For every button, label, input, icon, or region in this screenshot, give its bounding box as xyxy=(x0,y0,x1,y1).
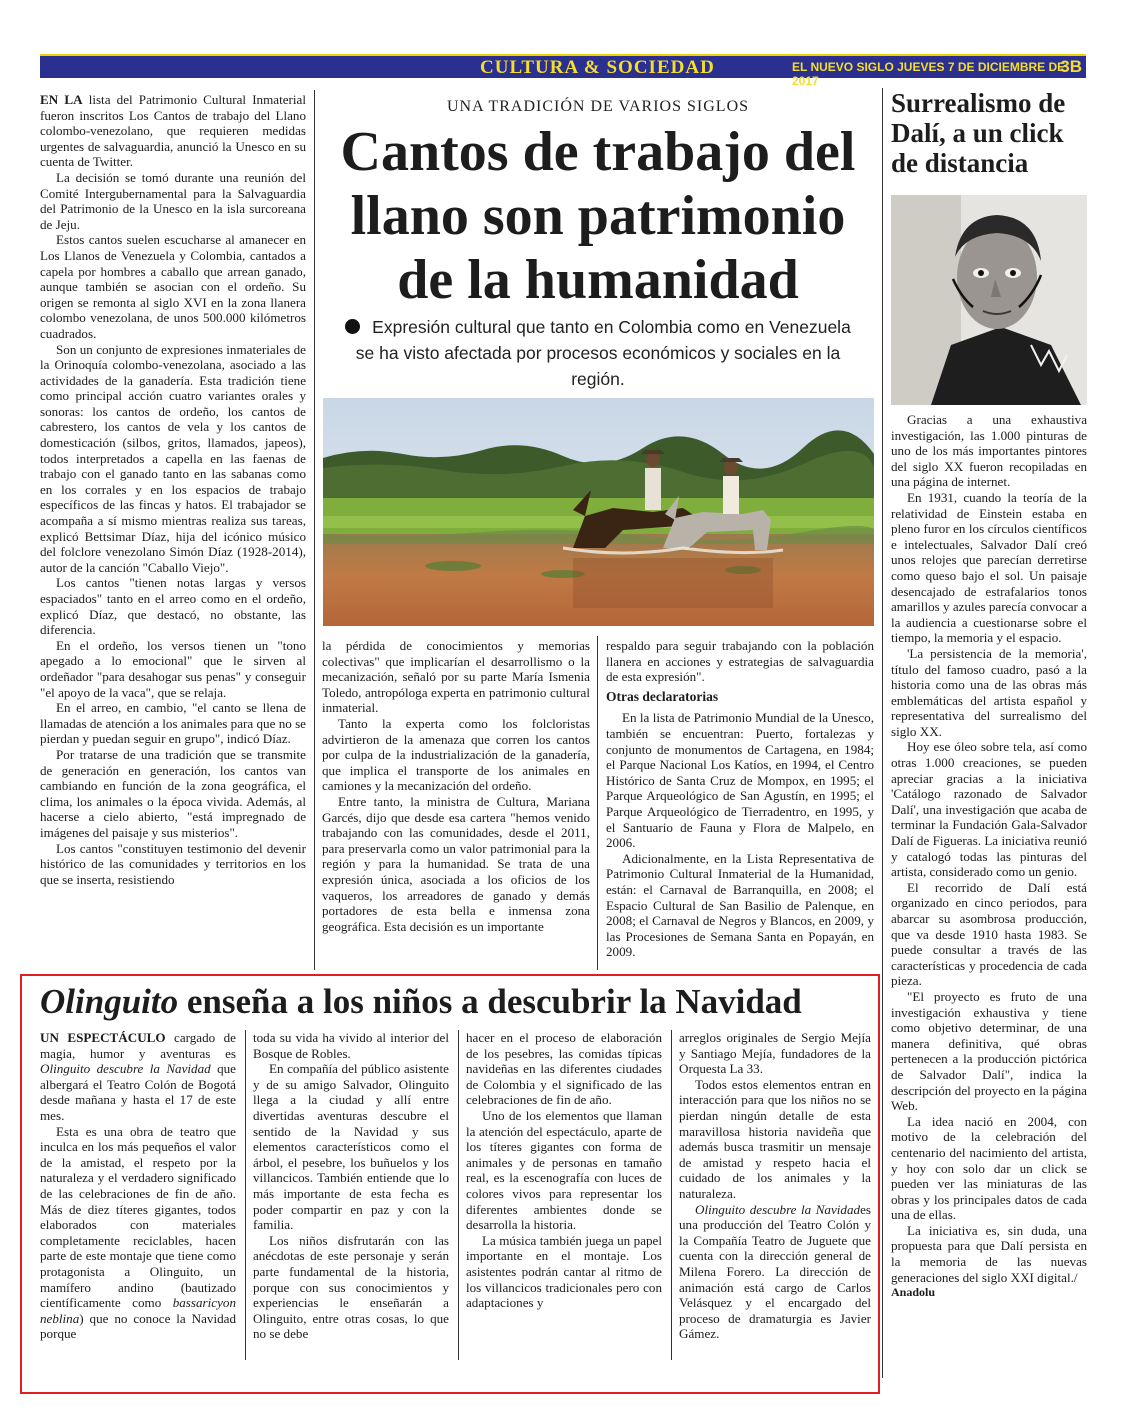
olinguito-paragraph: Esta es una obra de teatro que inculca en los más pequeños el valor de la amistad, el respeto por la naturaleza y el verdadero significado de las celebraciones de fin de año. Más de diez títeres gigantes, todos elaborados con materiales completamente reciclables, hacen parte de este montaje que tiene como protagonista a Olinguito, un mamífero andino (bautizado científicamente como bassaricyon neblina) que no conoce la Navidad porque xyxy=(40,1123,236,1342)
main-story-paragraph: Entre tanto, la ministra de Cultura, Mariana Garcés, dijo que desde esa cartera "hemos venido trabajando con las comunidades, desde el 2011, para preservarla como un valor patrimonial para la región y para la humanidad. Se trata de una expresión única, asociada a los oficios de los vaqueros, los arreadores de ganado y demás portadores de esta bella e inmensa zona geográfica. Esta decisión es un importante xyxy=(322,793,590,934)
main-story-paragraph: Los cantos "constituyen testimonio del devenir histórico de las comunidades y territorios en los que se inserta, resistiendo xyxy=(40,840,306,887)
olinguito-paragraph: arreglos originales de Sergio Mejía y Santiago Mejía, fundadores de la Orquesta La 33. xyxy=(679,1030,871,1077)
sidebar-paragraph: Gracias a una exhaustiva investigación, las 1.000 pinturas de uno de los más importantes pintores del siglo XX fueron recopiladas en una página de internet. xyxy=(891,412,1087,490)
sidebar-headline: Surrealismo de Dalí, a un click de distancia xyxy=(891,88,1066,178)
olinguito-paragraph: hacer en el proceso de elaboración de los pesebres, las comidas típicas navideñas en las diferentes ciudades de Colombia y el significado de las celebraciones de fin de año. xyxy=(466,1030,662,1108)
main-story-paragraph: La decisión se tomó durante una reunión del Comité Intergubernamental para la Salvaguardia del Patrimonio de la Unesco en la isla surcoreana de Jeju. xyxy=(40,169,306,232)
main-story-paragraph: Adicionalmente, en la Lista Representativa de Patrimonio Cultural Inmaterial de la Humanidad, están: el Carnaval de Barranquilla, en 2008; el Espacio Cultural de San Basilio de Palenque, en 2008; el Carnaval de Negros y Blancos, en 2009, y las Procesiones de Semana Santa en Popayán, en 2009. xyxy=(606,850,874,960)
dali-portrait-photo xyxy=(891,195,1087,405)
main-story-paragraph: Tanto la experta como los folcloristas advirtieron de la amenaza que corren los cantos por culpa de la industrialización de la ganadería, que implica el transporte de los animales en camiones y la mecanización del ordeño. xyxy=(322,715,590,794)
main-story-paragraph: Estos cantos suelen escucharse al amanecer en Los Llanos de Venezuela y Colombia, cantados a capela por hombres a caballo que arrean ganado, aunque también se asocian con el ordeño. Su origen se remonta al siglo XVI en la zona llanera colombo venezolana, de unos 500.000 kilómetros cuadrados. xyxy=(40,232,306,341)
olinguito-paragraph: Los niños disfrutarán con las anécdotas de este personaje y serán parte fundamental de la historia, porque con sus conocimientos y experiencias le enseñarán a Olinguito, entre otras cosas, lo que no se debe xyxy=(253,1232,449,1342)
page-number: 3B xyxy=(1060,57,1082,76)
bullet-icon xyxy=(345,319,360,334)
main-story-paragraph: Los cantos "tienen notas largas y versos espaciados" tanto en el arreo como en el ordeño, explicó Díaz, que destacó, no obstante, las diferencia. xyxy=(40,575,306,638)
main-story-column-1 xyxy=(40,92,306,968)
olinguito-paragraph: Uno de los elementos que llaman la atención del espectáculo, aparte de los títeres gigantes con forma de animales y de personas en tamaño real, es la escenografía con luces de colores vivos para representar los diferentes ambientes donde se desarrolla la historia. xyxy=(466,1107,662,1233)
olinguito-paragraph: UN ESPECTÁCULO cargado de magia, humor y aventuras es Olinguito descubre la Navidad que albergará el Teatro Colón de Bogotá desde mañana y hasta el 17 de este mes. xyxy=(40,1030,236,1123)
olinguito-headline: Olinguito enseña a los niños a descubrir la Navidad xyxy=(40,982,802,1021)
sidebar-paragraph: En 1931, cuando la teoría de la relatividad de Einstein estaba en pleno furor en los círculos científicos e intelectuales, Salvador Dalí creó unos relojes que parecían derretirse como queso bajo el sol. Un paisaje desencajado de estrafalarios tonos amarillos y azules parecía convocar a la audiencia a cuestionarse sobre el tiempo, la memoria y el espacio. xyxy=(891,489,1087,646)
olinguito-paragraph: toda su vida ha vivido al interior del Bosque de Robles. xyxy=(253,1030,449,1061)
lead-in: EN LA xyxy=(40,92,83,107)
main-story-paragraph: En el ordeño, los versos tienen un "tono apegado a lo emocional" que le sirven al ordeñador "para desahogar sus penas" y conseguir "el apoyo de la vaca", que se relaja. xyxy=(40,637,306,700)
olinguito-paragraph: Olinguito descubre la Navidades una producción del Teatro Colón y la Compañía Teatro de Juguete que cuenta con la dirección general de Milena Forero. La dirección de animación está cargo de Carlos Velásquez y el encargado del proceso de dramaturgia es Javier Gámez. xyxy=(679,1201,871,1342)
subhead: Otras declaratorias xyxy=(606,688,719,704)
main-story-paragraph: respaldo para seguir trabajando con la población llanera en acciones y estrategias de salvaguardia de esta expresión". xyxy=(606,638,874,685)
column-divider xyxy=(671,1030,672,1360)
olinguito-paragraph: La música también juega un papel importante en el montaje. Los asistentes podrán cantar al ritmo de los villancicos tradicionales pero con adaptaciones y xyxy=(466,1232,662,1311)
main-story-paragraph: EN LA lista del Patrimonio Cultural Inmaterial fueron inscritos Los Cantos de trabajo del Llano colombo-venezolano, que requieren medidas urgentes de salvaguardia, anunció la Unesco en su cuenta de Twitter. xyxy=(40,92,306,170)
olinguito-column-1 xyxy=(40,1030,236,1360)
section-header-bar xyxy=(40,54,1086,88)
column-divider xyxy=(314,90,315,970)
olinguito-paragraph: Todos estos elementos entran en interacción para que los niños no se pierdan ningún detalle de esta maravillosa historia navideña que además busca trasmitir un mensaje de amistad y respeto hacia el cuidado de los animales y la naturaleza. xyxy=(679,1076,871,1201)
column-divider xyxy=(458,1030,459,1360)
olinguito-column-4 xyxy=(679,1030,871,1360)
main-story-paragraph: En el arreo, en cambio, "el canto se llena de llamadas de atención a los animales para que no se pierdan y puedan seguir en grupo", indicó Díaz. xyxy=(40,700,306,747)
sidebar-paragraph: La idea nació en 2004, con motivo de la celebración del centenario del nacimiento del artista, y hoy con solo dar un click se pueden ver las miniaturas de las obras y los principales datos de cada una de ellas. xyxy=(891,1113,1087,1223)
main-story-paragraph: En la lista de Patrimonio Mundial de la Unesco, también se encuentran: Puerto, fortalezas y conjunto de monumentos de Cartagena, en 1984; el Parque Nacional Los Katíos, en 1994, el Centro Histórico de Santa Cruz de Mompox, en 1995; el Parque Arqueológico de San Agustín, en 1995; el Parque Arqueológico de Tierradentro, en 1995, y el Santuario de Fauna y Flora de Malpelo, en 2006. xyxy=(606,710,874,851)
olinguito-paragraph: En compañía del público asistente y de su amigo Salvador, Olinguito llega a la ciudad y allí entre divertidas aventuras descubre el sentido de la Navidad y sus elementos característicos como el árbol, el pesebre, los buñuelos y los villancicos. También entiende que lo más importante de esta fecha es poder compartir en paz y con la familia. xyxy=(253,1061,449,1233)
column-divider xyxy=(597,636,598,970)
main-story-column-3 xyxy=(606,638,874,968)
summary: Expresión cultural que tanto en Colombia como en Venezuela se ha visto afectada por procesos económicos y sociales en la región. xyxy=(340,314,856,392)
olinguito-column-3 xyxy=(466,1030,662,1360)
lead-in: UN ESPECTÁCULO xyxy=(40,1030,166,1045)
sidebar-column xyxy=(891,412,1087,1372)
llano-horsemen-photo xyxy=(323,398,874,626)
byline-credit: Anadolu xyxy=(891,1285,936,1300)
main-story-paragraph: Por tratarse de una tradición que se transmite de generación en generación, los cantos van cambiando en función de la zona geográfica, el clima, los animales o la época vivida. Además, al hacerse a cielo abierto, "está impregnado de imágenes del paisaje y sus misterios". xyxy=(40,746,306,840)
sidebar-paragraph: La iniciativa es, sin duda, una propuesta para que Dalí persista en la memoria de las nuevas generaciones del siglo XXI digital./ xyxy=(891,1222,1087,1285)
edition-info: EL NUEVO SIGLO JUEVES 7 DE DICIEMBRE DE 2017 xyxy=(792,60,1066,88)
sidebar-paragraph: El recorrido de Dalí está organizado en cinco periodos, para abarcar su asombrosa producción, que va desde 1910 hasta 1983. Se puede consultar a través de las características y procedencia de cada pieza. xyxy=(891,879,1087,989)
olinguito-column-2 xyxy=(253,1030,449,1360)
sidebar-paragraph: Hoy ese óleo sobre tela, así como otras 1.000 creaciones, se pueden apreciar gracias a la iniciativa 'Catálogo razonado de Salvador Dalí', una investigación que acaba de terminar la Fundación Gala-Salvador Dalí de Figueras. La iniciativa reunió y catalogó todas las pinturas del artista, considerado como un genio. xyxy=(891,739,1087,880)
sidebar-paragraph: "El proyecto es fruto de una investigación exhaustiva y tiene como objetivo determinar, de una manera definitiva, qué obras pertenecen a la producción pictórica de Salvador Dalí", indica la descripción del proyecto en la página Web. xyxy=(891,988,1087,1114)
kicker: UNA TRADICIÓN DE VARIOS SIGLOS xyxy=(446,98,750,115)
main-story-paragraph: la pérdida de conocimientos y memorias colectivas" que implicarían el desarrollismo o la mecanización, señaló por su parte María Ismenia Toledo, antropóloga experta en patrimonio cultural inmaterial. xyxy=(322,638,590,716)
main-story-column-2 xyxy=(322,638,590,968)
main-headline: Cantos de trabajo del llano son patrimonio de la humanidad xyxy=(340,121,856,311)
column-divider xyxy=(882,88,883,1378)
sidebar-paragraph: 'La persistencia de la memoria', título del famoso cuadro, pasó a la historia como una de las obras más emblemáticas del artista español y representativa del surrealismo del siglo XX. xyxy=(891,645,1087,739)
column-divider xyxy=(245,1030,246,1360)
section-name: CULTURA & SOCIEDAD xyxy=(480,57,715,78)
main-story-paragraph: Son un conjunto de expresiones inmateriales de la Orinoquía colombo-venezolana, asociado a las actividades de la ganadería. Esta tradición tiene como principal acción cuatro variantes orales y sonoras: los cantos de ordeño, los cantos de cabrestero, los cantos de vela y los cantos de domesticación (silbos, gritos, llamados, japeos), todos interpretados a capella en las faenas de trabajo con el ganado tanto en las sabanas como en los corrales y en los espacios de trabajo específicos de las fincas y hatos. El trabajador se acompaña a sí mismo mientras realiza sus tareas, explicó Bettsimar Díaz, hija del icónico músico del folclore venezolano Simón Díaz (1928-2014), autor de la canción "Caballo Viejo". xyxy=(40,341,306,575)
